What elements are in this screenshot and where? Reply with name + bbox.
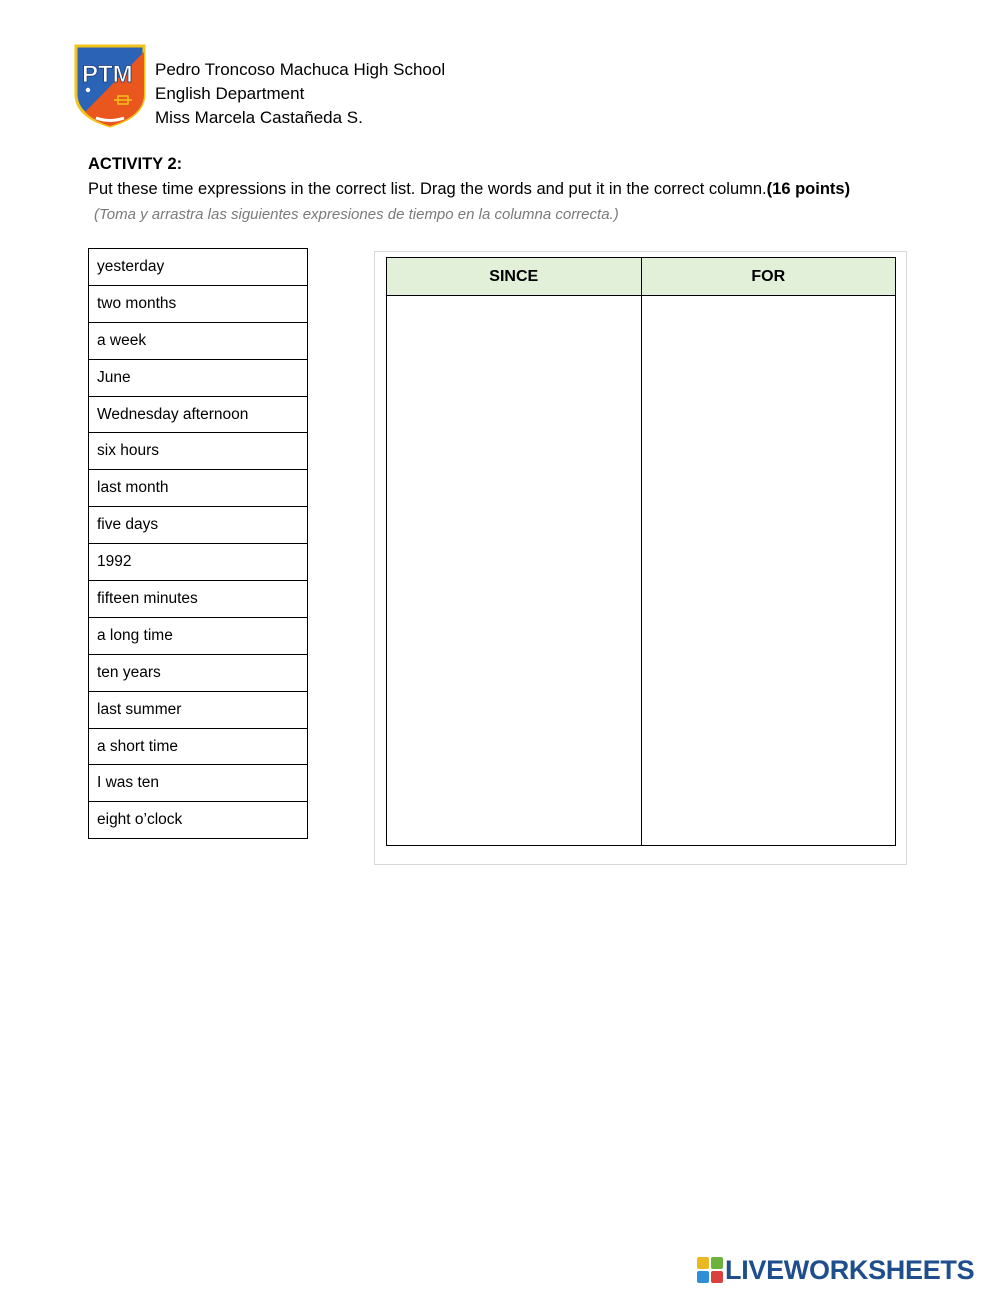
word-bank <box>88 248 308 839</box>
drag-word[interactable]: eight o’clock <box>89 802 308 839</box>
liveworksheets-logo-icon <box>697 1257 723 1283</box>
drag-word[interactable]: two months <box>89 285 308 322</box>
drag-word[interactable]: six hours <box>89 433 308 470</box>
liveworksheets-brand <box>697 1255 974 1285</box>
drag-word[interactable]: ten years <box>89 654 308 691</box>
teacher-name: Miss Marcela Castañeda S. <box>155 108 363 127</box>
drag-word[interactable]: yesterday <box>89 249 308 286</box>
since-column-header: SINCE <box>387 258 642 296</box>
for-column-header: FOR <box>641 258 896 296</box>
drag-word[interactable]: last month <box>89 470 308 507</box>
since-drop-zone[interactable] <box>387 296 642 846</box>
instruction-text-spanish: (Toma y arrastra las siguientes expresiones de tiempo en la columna correcta.) <box>94 206 619 223</box>
drag-word[interactable]: Wednesday afternoon <box>89 396 308 433</box>
points-label: (16 points) <box>766 180 851 198</box>
sort-table <box>386 257 896 846</box>
drag-word[interactable]: a short time <box>89 728 308 765</box>
drag-word[interactable]: fifteen minutes <box>89 581 308 618</box>
school-info <box>155 58 445 130</box>
drag-word[interactable]: last summer <box>89 691 308 728</box>
drag-word[interactable]: 1992 <box>89 544 308 581</box>
drag-word[interactable]: a long time <box>89 617 308 654</box>
department-name: English Department <box>155 84 305 103</box>
drag-word[interactable]: June <box>89 359 308 396</box>
drag-word[interactable]: I was ten <box>89 765 308 802</box>
brand-name: LIVEWORKSHEETS <box>725 1254 975 1285</box>
drag-word[interactable]: five days <box>89 507 308 544</box>
school-logo <box>74 44 146 128</box>
activity-title: ACTIVITY 2: <box>88 155 183 173</box>
activity-instructions <box>88 177 888 227</box>
school-name: Pedro Troncoso Machuca High School <box>155 60 446 79</box>
instruction-text: Put these time expressions in the correct list. Drag the words and put it in the correct column. <box>88 180 767 198</box>
for-drop-zone[interactable] <box>641 296 896 846</box>
drag-word[interactable]: a week <box>89 322 308 359</box>
svg-text:PTM: PTM <box>82 61 133 88</box>
